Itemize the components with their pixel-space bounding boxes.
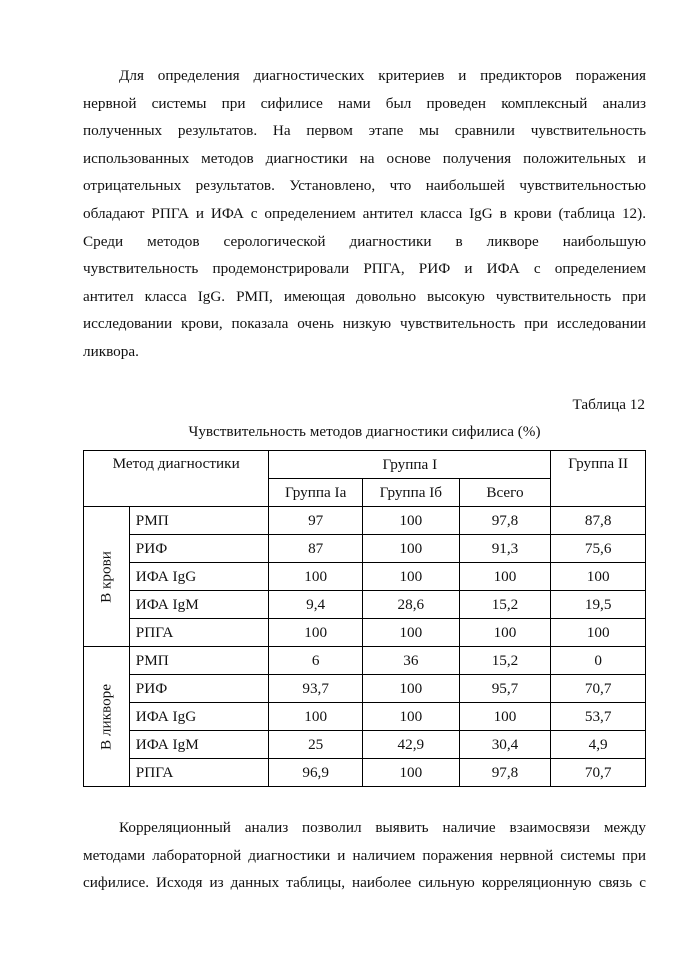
method-cell: РИФ [129, 535, 269, 563]
value-cell: 96,9 [269, 759, 363, 787]
section-label: В крови [97, 550, 115, 603]
section-label-cell [84, 507, 130, 647]
method-cell: РПГА [129, 759, 269, 787]
value-cell: 100 [459, 703, 551, 731]
value-cell: 0 [551, 647, 646, 675]
value-cell: 70,7 [551, 675, 646, 703]
intro-paragraph [83, 62, 646, 366]
value-cell: 100 [551, 563, 646, 591]
table-row [84, 535, 646, 563]
value-cell: 100 [363, 535, 460, 563]
value-cell: 100 [363, 619, 460, 647]
table-row [84, 703, 646, 731]
value-cell: 93,7 [269, 675, 363, 703]
value-cell: 97,8 [459, 507, 551, 535]
text-line: сифилисе. Исходя из данных таблицы, наиболее сильную корреляционную связь с [83, 874, 646, 892]
header-group1b: Группа Iб [363, 479, 460, 507]
value-cell: 100 [269, 563, 363, 591]
text-line: полученных результатов. На первом этапе мы сравнили чувствительность [83, 122, 646, 140]
method-cell: РМП [129, 507, 269, 535]
text-line: отрицательных результатов. Установлено, что наибольшей чувствительностью [83, 177, 646, 195]
value-cell: 100 [363, 703, 460, 731]
section-label: В ликворе [97, 683, 115, 750]
value-cell: 100 [363, 507, 460, 535]
table-row [84, 507, 646, 535]
method-cell: ИФА IgM [129, 731, 269, 759]
value-cell: 100 [363, 759, 460, 787]
text-line: чувствительность продемонстрировали РПГА, РИФ и ИФА с определением [83, 260, 646, 278]
table-row [84, 675, 646, 703]
value-cell: 15,2 [459, 647, 551, 675]
header-method: Метод диагностики [84, 451, 269, 507]
value-cell: 25 [269, 731, 363, 759]
table-row [84, 619, 646, 647]
header-group1: Группа I [269, 451, 551, 479]
table-body [84, 507, 646, 787]
text-line: исследовании крови, показала очень низкую чувствительность при исследовании [83, 315, 646, 333]
value-cell: 28,6 [363, 591, 460, 619]
value-cell: 30,4 [459, 731, 551, 759]
header-group1a: Группа Iа [269, 479, 363, 507]
value-cell: 100 [551, 619, 646, 647]
text-line: Корреляционный анализ позволил выявить наличие взаимосвязи между [119, 819, 646, 836]
value-cell: 4,9 [551, 731, 646, 759]
text-line: нервной системы при сифилисе нами был проведен комплексный анализ [83, 94, 646, 112]
value-cell: 87 [269, 535, 363, 563]
method-cell: ИФА IgG [129, 703, 269, 731]
method-cell: ИФА IgM [129, 591, 269, 619]
value-cell: 42,9 [363, 731, 460, 759]
text-line: ликвора. [83, 342, 139, 360]
method-cell: РМП [129, 647, 269, 675]
table-row [84, 591, 646, 619]
table-row [84, 563, 646, 591]
sensitivity-table [83, 450, 646, 787]
header-group2: Группа II [551, 451, 646, 507]
value-cell: 100 [269, 703, 363, 731]
value-cell: 100 [363, 563, 460, 591]
value-cell: 97,8 [459, 759, 551, 787]
section-label-cell [84, 647, 130, 787]
method-cell: РПГА [129, 619, 269, 647]
value-cell: 75,6 [551, 535, 646, 563]
table-header-row [84, 451, 646, 479]
value-cell: 100 [459, 563, 551, 591]
value-cell: 91,3 [459, 535, 551, 563]
text-line: обладают РПГА и ИФА с определением антител класса IgG в крови (таблица 12). [83, 204, 646, 222]
table-caption: Чувствительность методов диагностики сифилиса (%) [188, 423, 541, 440]
method-cell: РИФ [129, 675, 269, 703]
table-row [84, 759, 646, 787]
text-line: Для определения диагностических критериев и предикторов поражения [119, 67, 646, 84]
table-row [84, 731, 646, 759]
value-cell: 87,8 [551, 507, 646, 535]
header-total: Всего [459, 479, 551, 507]
text-line: методами лабораторной диагностики и наличием поражения нервной системы при [83, 846, 646, 864]
value-cell: 100 [269, 619, 363, 647]
value-cell: 6 [269, 647, 363, 675]
text-line: антител класса IgG. РМП, имеющая довольно высокую чувствительность при [83, 287, 646, 305]
value-cell: 95,7 [459, 675, 551, 703]
text-line: использованных методов диагностики на основе получения положительных и [83, 149, 646, 167]
value-cell: 100 [459, 619, 551, 647]
value-cell: 9,4 [269, 591, 363, 619]
value-cell: 100 [363, 675, 460, 703]
value-cell: 15,2 [459, 591, 551, 619]
correlation-paragraph [83, 814, 646, 897]
text-line: Среди методов серологической диагностики в ликворе наибольшую [83, 232, 646, 250]
value-cell: 70,7 [551, 759, 646, 787]
table-row [84, 647, 646, 675]
value-cell: 97 [269, 507, 363, 535]
method-cell: ИФА IgG [129, 563, 269, 591]
value-cell: 19,5 [551, 591, 646, 619]
value-cell: 53,7 [551, 703, 646, 731]
table-number-label: Таблица 12 [572, 396, 645, 413]
value-cell: 36 [363, 647, 460, 675]
